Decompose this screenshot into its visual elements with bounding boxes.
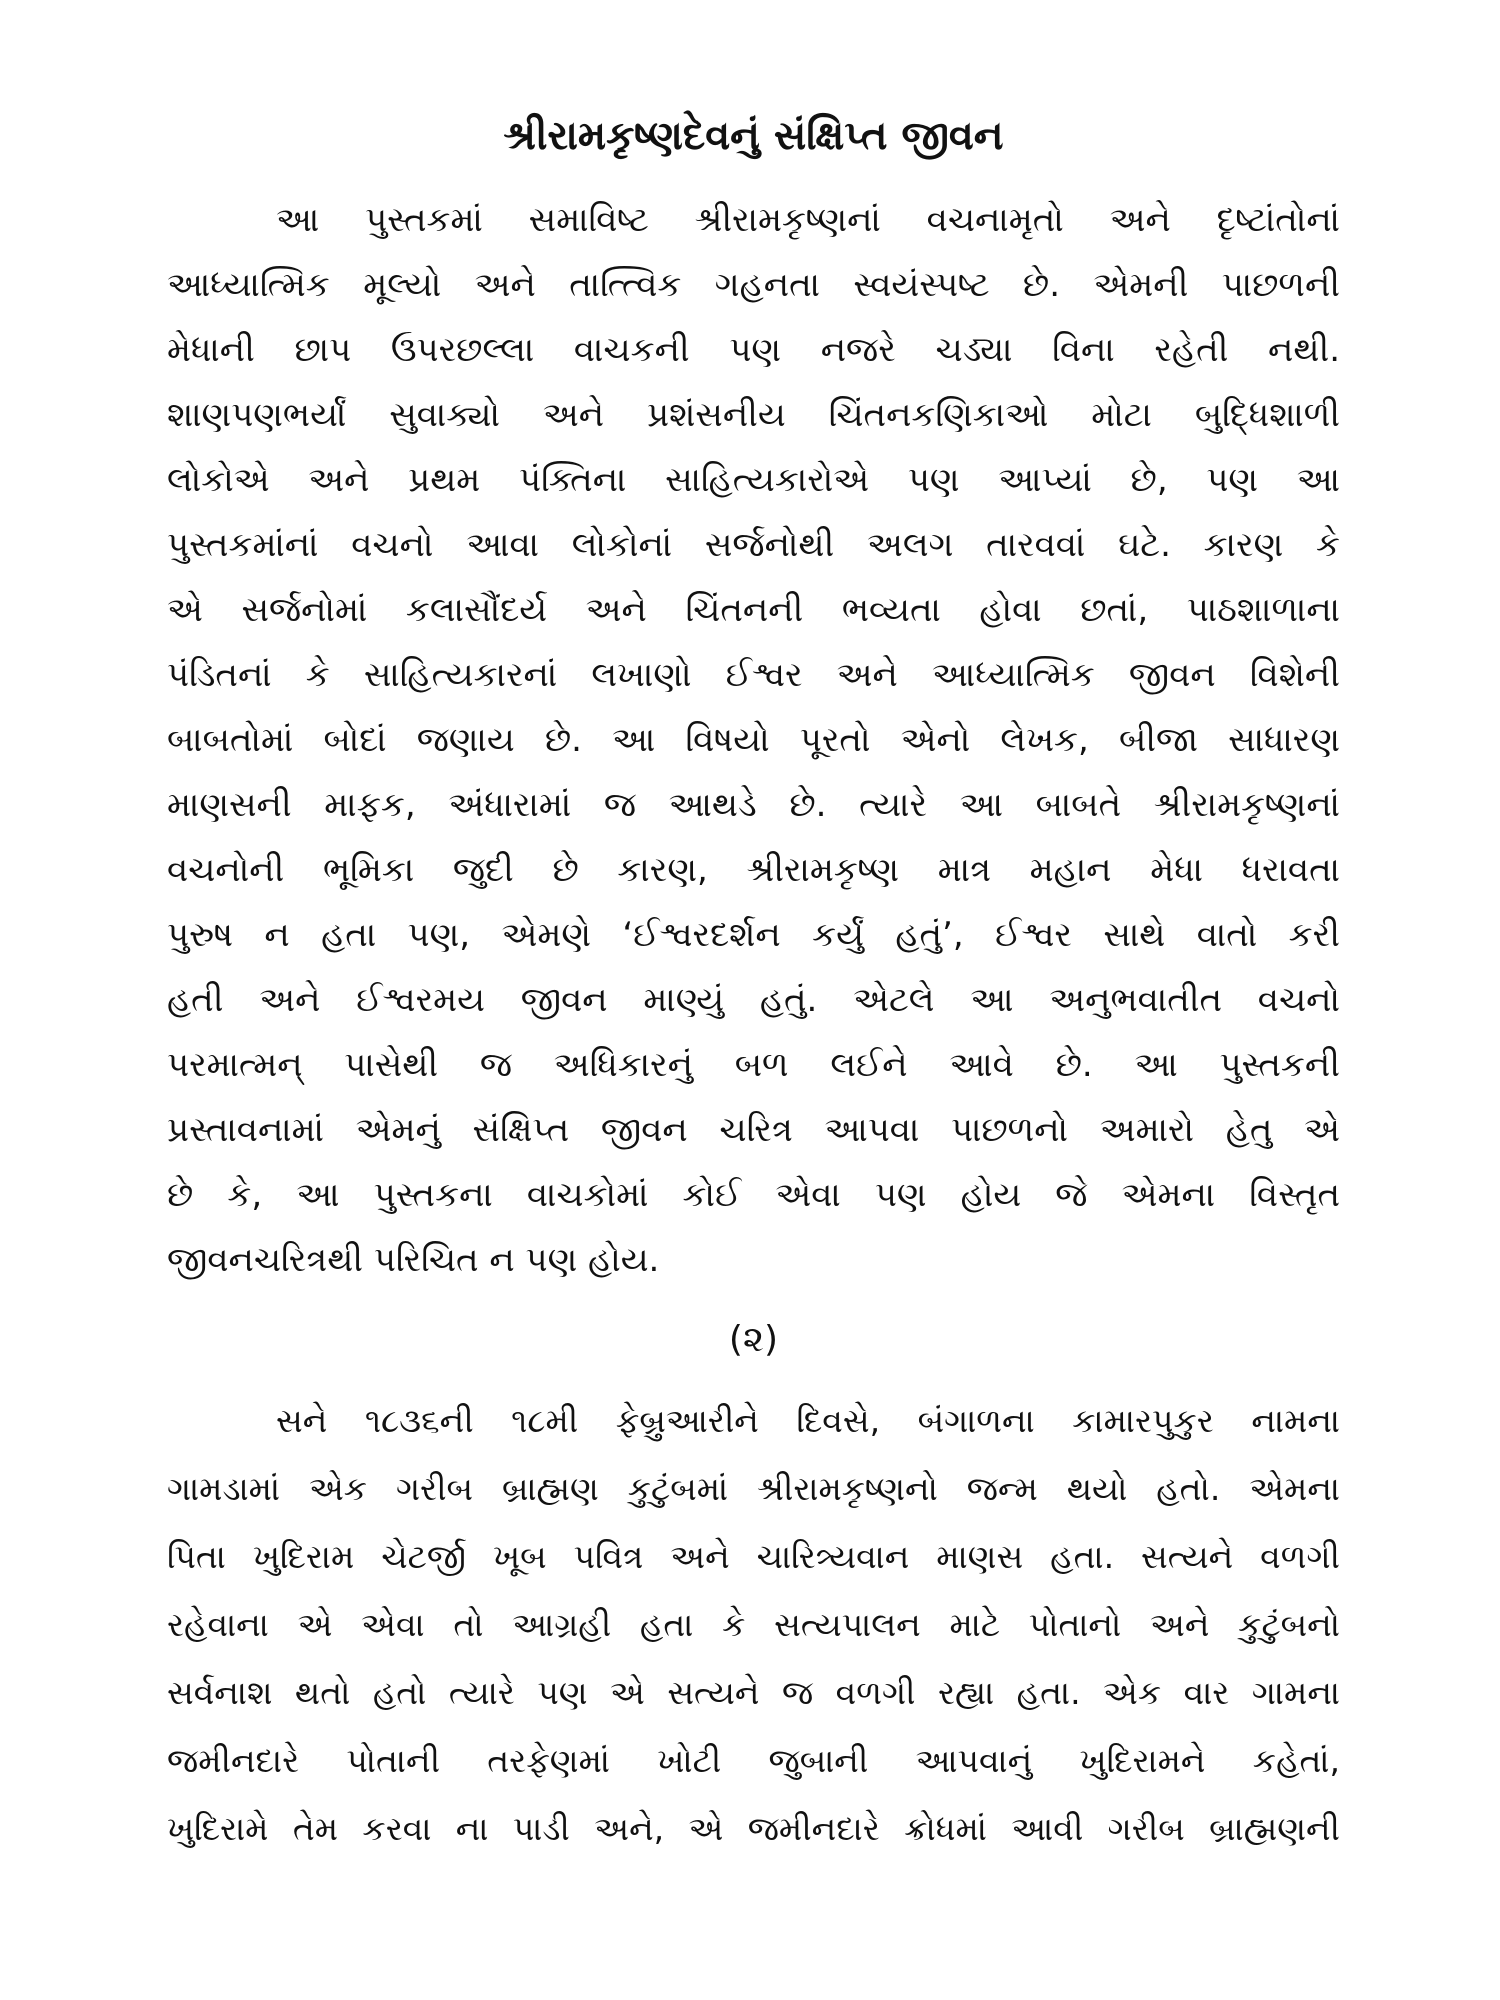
paragraph-line: સને ૧૮૩૬ની ૧૮મી ફેબ્રુઆરીને દિવસે, બંગાળના કામારપુકુર નામના <box>276 1401 1340 1440</box>
paragraph-line: જમીનદારે પોતાની તરફેણમાં ખોટી જુબાની આપવાનું ખુદિરામને કહેતાં, <box>167 1741 1340 1780</box>
paragraph-line: પરમાત્મન્ પાસેથી જ અધિકારનું બળ લઈને આવે છે. આ પુસ્તકની <box>167 1045 1340 1085</box>
paragraph-line: પુસ્તકમાંનાં વચનો આવા લોકોનાં સર્જનોથી અલગ તારવવાં ઘટે. કારણ કે <box>167 525 1340 565</box>
paragraph-line: સર્વનાશ થતો હતો ત્યારે પણ એ સત્યને જ વળગી રહ્યા હતા. એક વાર ગામના <box>167 1673 1340 1712</box>
paragraph-line: માણસની માફક, અંધારામાં જ આથડે છે. ત્યારે આ બાબતે શ્રીરામકૃષ્ણનાં <box>167 785 1340 825</box>
paragraph-line: વચનોની ભૂમિકા જુદી છે કારણ, શ્રીરામકૃષ્ણ માત્ર મહાન મેધા ધરાવતા <box>167 850 1340 890</box>
paragraph-line: પ્રસ્તાવનામાં એમનું સંક્ષિપ્ત જીવન ચરિત્ર આપવા પાછળનો અમારો હેતુ એ <box>167 1110 1340 1150</box>
paragraph-line: આધ્યાત્મિક મૂલ્યો અને તાત્ત્વિક ગહનતા સ્વયંસ્પષ્ટ છે. એમની પાછળની <box>167 265 1340 305</box>
paragraph-line: પંડિતનાં કે સાહિત્યકારનાં લખાણો ઈશ્વર અને આધ્યાત્મિક જીવન વિશેની <box>167 655 1340 695</box>
paragraph-line: આ પુસ્તકમાં સમાવિષ્ટ શ્રીરામકૃષ્ણનાં વચનામૃતો અને દૃષ્ટાંતોનાં <box>276 200 1340 240</box>
paragraph-line: બાબતોમાં બોદાં જણાય છે. આ વિષયો પૂરતો એનો લેખક, બીજા સાધારણ <box>167 720 1340 760</box>
page-title: શ્રીરામકૃષ્ણદેવનું સંક્ષિપ્ત જીવન <box>503 113 1004 159</box>
paragraph-line: મેધાની છાપ ઉપરછલ્લા વાચકની પણ નજરે ચડ્યા વિના રહેતી નથી. <box>167 330 1340 370</box>
paragraph-line: શાણપણભર્યાં સુવાક્યો અને પ્રશંસનીય ચિંતનકણિકાઓ મોટા બુદ્ધિશાળી <box>167 395 1340 435</box>
paragraph-line: છે કે, આ પુસ્તકના વાચકોમાં કોઈ એવા પણ હોય જે એમના વિસ્તૃત <box>167 1175 1340 1215</box>
paragraph-line: ગામડામાં એક ગરીબ બ્રાહ્મણ કુટુંબમાં શ્રીરામકૃષ્ણનો જન્મ થયો હતો. એમના <box>167 1469 1340 1508</box>
paragraph-intro <box>167 188 1340 1293</box>
paragraph-line: ખુદિરામે તેમ કરવા ના પાડી અને, એ જમીનદારે ક્રોધમાં આવી ગરીબ બ્રાહ્મણની <box>167 1809 1340 1848</box>
paragraph-line: રહેવાના એ એવા તો આગ્રહી હતા કે સત્યપાલન માટે પોતાનો અને કુટુંબનો <box>167 1605 1340 1644</box>
section-number: (૨) <box>728 1319 779 1360</box>
paragraph-line: પિતા ખુદિરામ ચેટર્જી ખૂબ પવિત્ર અને ચારિત્ર્યવાન માણસ હતા. સત્યને વળગી <box>167 1537 1340 1576</box>
paragraph-line: લોકોએ અને પ્રથમ પંક્તિના સાહિત્યકારોએ પણ આપ્યાં છે, પણ આ <box>167 460 1340 500</box>
paragraph-line: હતી અને ઈશ્વરમય જીવન માણ્યું હતું. એટલે આ અનુભવાતીત વચનો <box>167 980 1340 1020</box>
paragraph-biography <box>167 1387 1340 1863</box>
paragraph-line: એ સર્જનોમાં કલાસૌંદર્ય અને ચિંતનની ભવ્યતા હોવા છતાં, પાઠશાળાના <box>167 590 1340 630</box>
paragraph-line: પુરુષ ન હતા પણ, એમણે ‘ઈશ્વરદર્શન કર્યું હતું’, ઈશ્વર સાથે વાતો કરી <box>167 915 1340 955</box>
paragraph-line: જીવનચરિત્રથી પરિચિત ન પણ હોય. <box>167 1240 660 1280</box>
